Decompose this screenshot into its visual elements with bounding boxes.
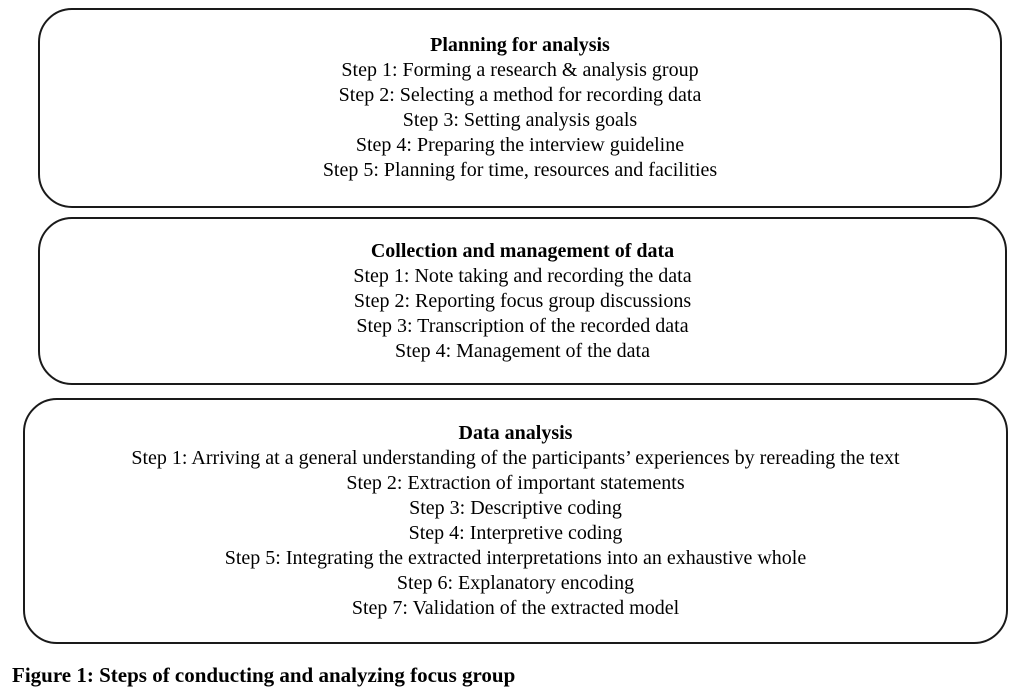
collection-step-1: Step 1: Note taking and recording the data bbox=[353, 264, 692, 287]
analysis-box-title: Data analysis bbox=[458, 422, 573, 444]
collection-box-title: Collection and management of data bbox=[370, 239, 675, 262]
analysis-step-4: Step 4: Interpretive coding bbox=[408, 522, 623, 544]
analysis-step-2: Step 2: Extraction of important statements bbox=[346, 472, 685, 494]
planning-step-5: Step 5: Planning for time, resources and facilities bbox=[322, 159, 718, 181]
planning-step-2: Step 2: Selecting a method for recording data bbox=[338, 84, 702, 106]
planning-step-3: Step 3: Setting analysis goals bbox=[402, 109, 638, 131]
collection-step-3: Step 3: Transcription of the recorded data bbox=[356, 314, 689, 337]
collection-step-2: Step 2: Reporting focus group discussions bbox=[353, 289, 692, 312]
analysis-step-5: Step 5: Integrating the extracted interpretations into an exhaustive whole bbox=[224, 547, 807, 569]
analysis-step-6: Step 6: Explanatory encoding bbox=[396, 572, 635, 594]
analysis-step-7: Step 7: Validation of the extracted model bbox=[351, 597, 680, 619]
collection-and-management-box bbox=[38, 217, 1007, 385]
analysis-step-1: Step 1: Arriving at a general understanding of the participants’ experiences by rereading the text bbox=[131, 447, 900, 469]
planning-step-1: Step 1: Forming a research & analysis group bbox=[341, 59, 699, 81]
planning-for-analysis-box bbox=[38, 8, 1002, 208]
planning-box-title: Planning for analysis bbox=[430, 34, 610, 56]
figure-caption: Figure 1: Steps of conducting and analyzing focus group bbox=[12, 663, 516, 687]
planning-step-4: Step 4: Preparing the interview guideline bbox=[355, 134, 685, 156]
analysis-step-3: Step 3: Descriptive coding bbox=[409, 497, 622, 519]
collection-step-4: Step 4: Management of the data bbox=[395, 339, 650, 362]
data-analysis-box bbox=[23, 398, 1008, 644]
